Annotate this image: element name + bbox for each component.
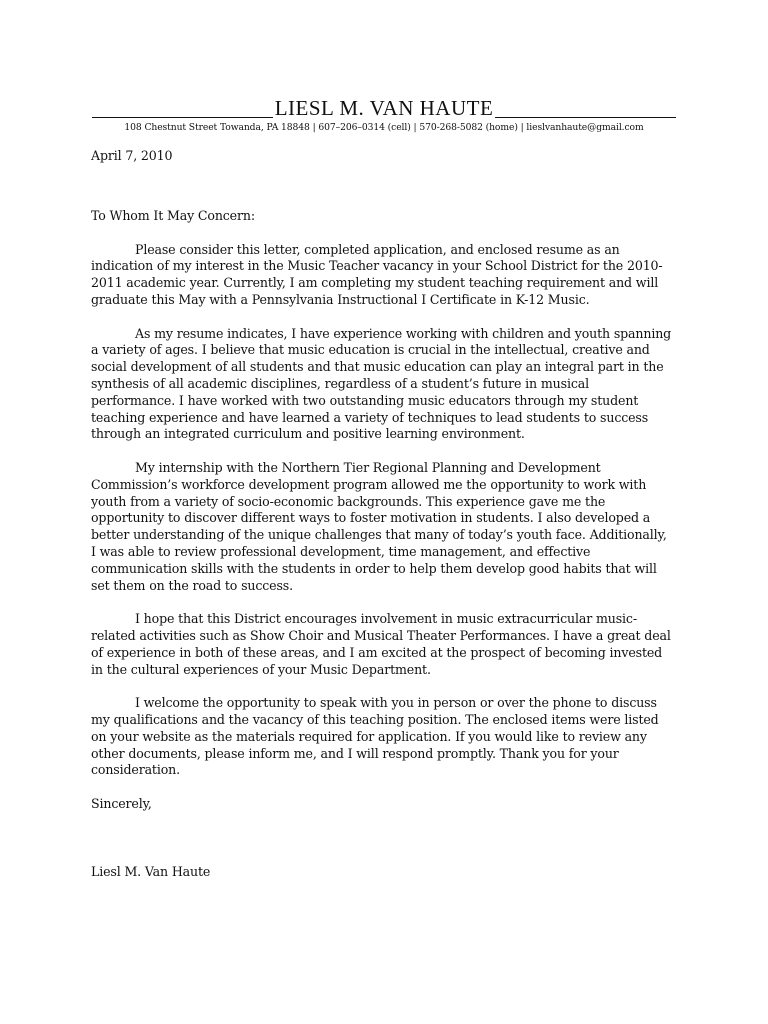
letter-body bbox=[91, 148, 675, 880]
salutation: To Whom It May Concern: bbox=[91, 208, 255, 223]
paragraph-5: I welcome the opportunity to speak with you in person or over the phone to discuss my qualifications and the vacancy of this teaching position. The enclosed items were listed on your website as the materials required for application. If you would like to review any other documents, please inform me, and I will respond promptly. Thank you for your consideration. bbox=[91, 695, 659, 778]
name-line bbox=[92, 96, 676, 120]
letterhead bbox=[92, 96, 676, 134]
paragraph-3: My internship with the Northern Tier Regional Planning and Development Commission’s workforce development program allowed me the opportunity to work with youth from a variety of socio-economic backgrounds. This experience gave me the opportunity to discover different ways to foster motivation in students. I also developed a better understanding of the unique challenges that many of today’s youth face. Additionally, I was able to review professional development, time management, and effective communication skills with the students in order to help them develop good habits that will set them on the road to success. bbox=[91, 459, 667, 593]
paragraph-1: Please consider this letter, completed application, and enclosed resume as an indication of my interest in the Music Teacher vacancy in your School District for the 2010-2011 academic year. Currently, I am completing my student teaching requirement and will graduate this May with a Pennsylvania Instructional I Certificate in K-12 Music. bbox=[91, 241, 663, 307]
left-rule bbox=[92, 116, 273, 118]
signature-name: Liesl M. Van Haute bbox=[91, 863, 211, 879]
letter-date: April 7, 2010 bbox=[91, 148, 173, 163]
sender-name: LIESL M. VAN HAUTE bbox=[274, 96, 494, 120]
contact-info: 108 Chestnut Street Towanda, PA 18848 | 607–206–0314 (cell) | 570-268-5082 (home) | lieslvanhaute@gmail.com bbox=[124, 122, 644, 133]
paragraph-4: I hope that this District encourages involvement in music extracurricular music-related activities such as Show Choir and Musical Theater Performances. I have a great deal of experience in both of these areas, and I am excited at the prospect of becoming invested in the cultural experiences of your Music Department. bbox=[91, 611, 671, 677]
closing: Sincerely, bbox=[91, 795, 152, 811]
paragraph-2: As my resume indicates, I have experience working with children and youth spanning a variety of ages. I believe that music education is crucial in the intellectual, creative and social development of all students and that music education can play an integral part in the synthesis of all academic disciplines, regardless of a student’s future in musical performance. I have worked with two outstanding music educators through my student teaching experience and have learned a variety of techniques to lead students to success through an integrated curriculum and positive learning environment. bbox=[91, 325, 672, 442]
right-rule bbox=[495, 116, 676, 118]
